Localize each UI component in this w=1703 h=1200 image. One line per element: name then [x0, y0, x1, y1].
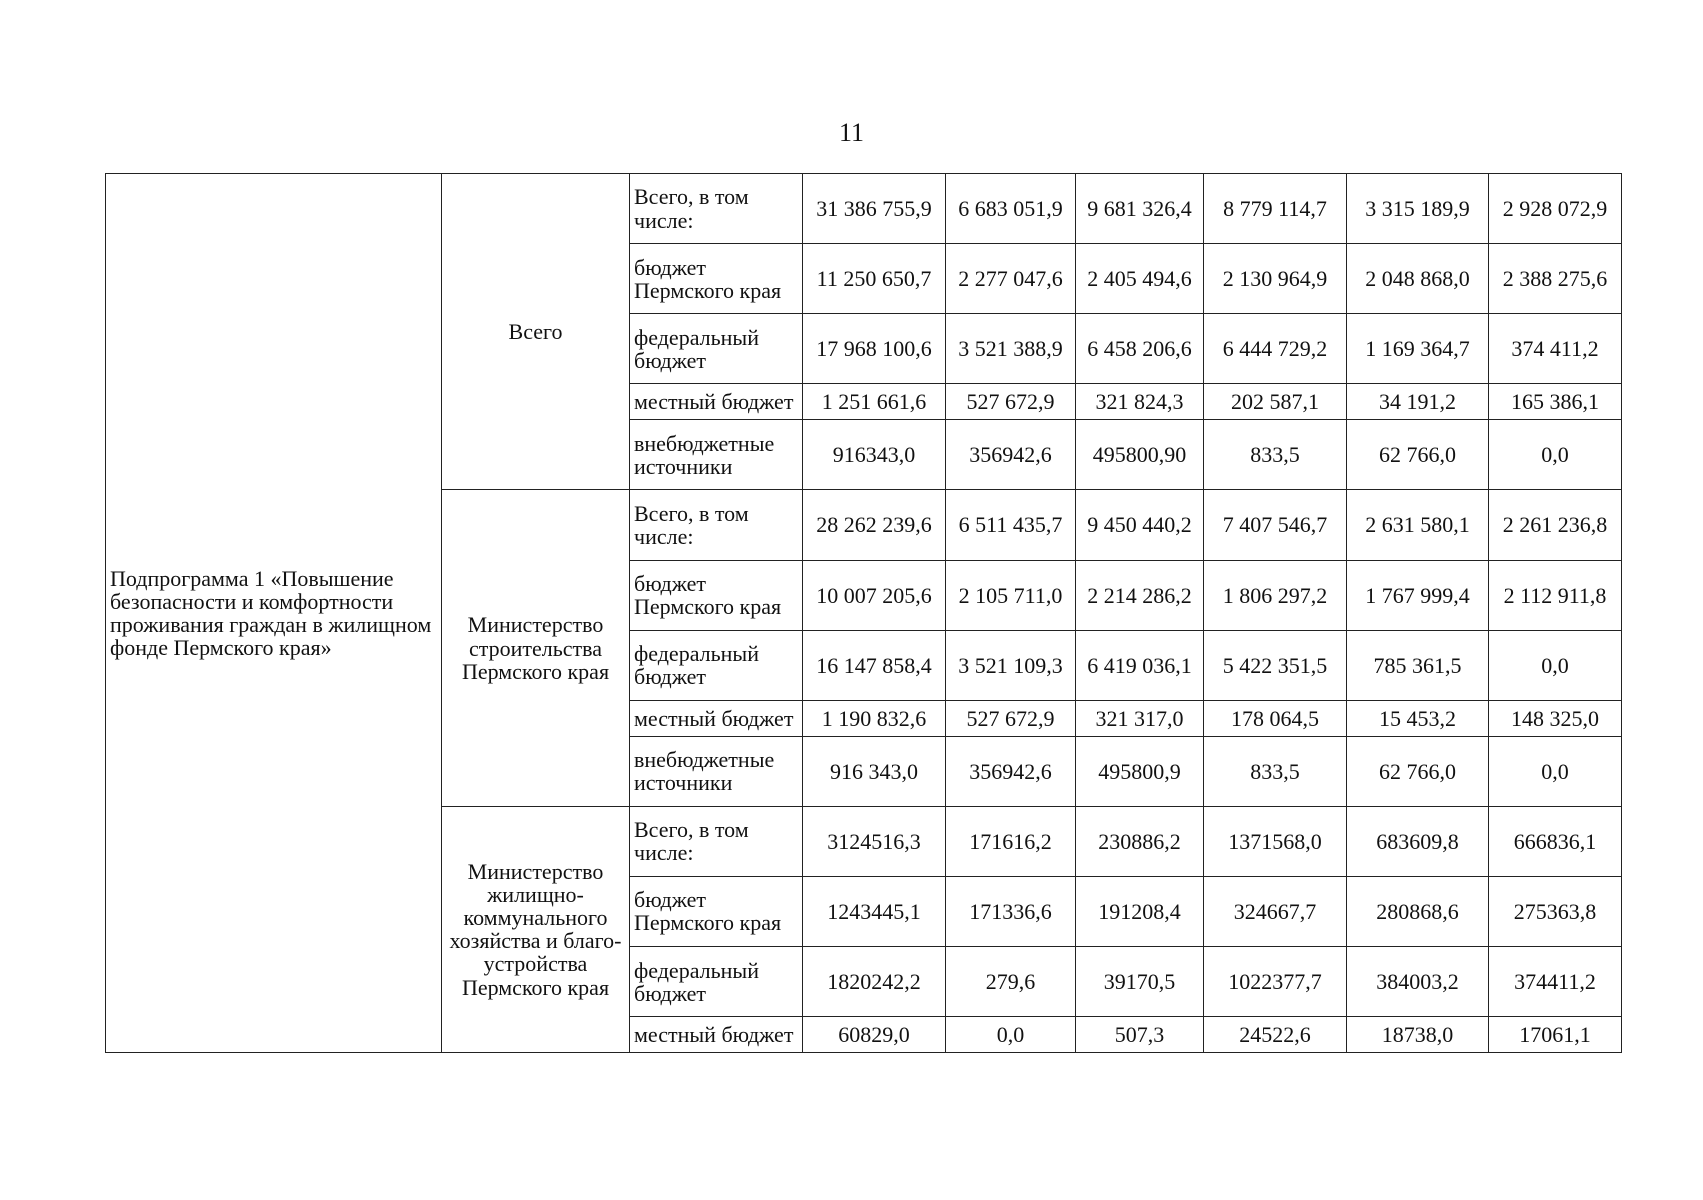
amount-cell: 6 683 051,9 — [946, 174, 1076, 244]
amount-cell: 0,0 — [1489, 420, 1622, 490]
amount-cell: 1371568,0 — [1204, 806, 1347, 876]
amount-cell: 9 450 440,2 — [1076, 490, 1204, 560]
amount-cell: 8 779 114,7 — [1204, 174, 1347, 244]
amount-cell: 1 767 999,4 — [1347, 560, 1489, 630]
amount-cell: 1022377,7 — [1204, 947, 1347, 1017]
amount-cell: 785 361,5 — [1347, 630, 1489, 700]
amount-cell: 666836,1 — [1489, 806, 1622, 876]
amount-cell: 2 631 580,1 — [1347, 490, 1489, 560]
amount-cell: 1820242,2 — [803, 947, 946, 1017]
amount-cell: 230886,2 — [1076, 806, 1204, 876]
funding-source-cell: местный бюджет — [630, 700, 803, 736]
amount-cell: 34 191,2 — [1347, 384, 1489, 420]
executor-cell: Министерство жилищно-коммунального хозяйства и благо-устройства Пермского края — [442, 806, 630, 1052]
page-number: 11 — [838, 118, 865, 147]
amount-cell: 356942,6 — [946, 420, 1076, 490]
budget-table — [105, 173, 1622, 1053]
amount-cell: 15 453,2 — [1347, 700, 1489, 736]
amount-cell: 3 521 388,9 — [946, 314, 1076, 384]
funding-source-cell: Всего, в том числе: — [630, 806, 803, 876]
amount-cell: 2 112 911,8 — [1489, 560, 1622, 630]
funding-source-cell: федеральный бюджет — [630, 947, 803, 1017]
amount-cell: 191208,4 — [1076, 876, 1204, 946]
amount-cell: 507,3 — [1076, 1017, 1204, 1053]
amount-cell: 2 405 494,6 — [1076, 244, 1204, 314]
executor-cell: Всего — [442, 174, 630, 490]
table-row — [106, 174, 1622, 244]
amount-cell: 374 411,2 — [1489, 314, 1622, 384]
amount-cell: 165 386,1 — [1489, 384, 1622, 420]
subprogram-name-cell: Подпрограмма 1 «Повышение безопасности и комфортности проживания граждан в жилищном фонде Пермского края» — [106, 174, 442, 1053]
amount-cell: 148 325,0 — [1489, 700, 1622, 736]
amount-cell: 39170,5 — [1076, 947, 1204, 1017]
funding-source-cell: внебюджетные источники — [630, 420, 803, 490]
amount-cell: 17061,1 — [1489, 1017, 1622, 1053]
amount-cell: 2 105 711,0 — [946, 560, 1076, 630]
amount-cell: 1 169 364,7 — [1347, 314, 1489, 384]
amount-cell: 24522,6 — [1204, 1017, 1347, 1053]
amount-cell: 62 766,0 — [1347, 736, 1489, 806]
amount-cell: 3 315 189,9 — [1347, 174, 1489, 244]
amount-cell: 6 458 206,6 — [1076, 314, 1204, 384]
amount-cell: 2 130 964,9 — [1204, 244, 1347, 314]
amount-cell: 2 261 236,8 — [1489, 490, 1622, 560]
amount-cell: 356942,6 — [946, 736, 1076, 806]
amount-cell: 527 672,9 — [946, 384, 1076, 420]
amount-cell: 275363,8 — [1489, 876, 1622, 946]
amount-cell: 280868,6 — [1347, 876, 1489, 946]
amount-cell: 202 587,1 — [1204, 384, 1347, 420]
funding-source-cell: бюджет Пермского края — [630, 244, 803, 314]
amount-cell: 321 317,0 — [1076, 700, 1204, 736]
amount-cell: 6 444 729,2 — [1204, 314, 1347, 384]
amount-cell: 0,0 — [946, 1017, 1076, 1053]
amount-cell: 7 407 546,7 — [1204, 490, 1347, 560]
funding-source-cell: Всего, в том числе: — [630, 174, 803, 244]
funding-source-cell: федеральный бюджет — [630, 630, 803, 700]
amount-cell: 527 672,9 — [946, 700, 1076, 736]
amount-cell: 6 511 435,7 — [946, 490, 1076, 560]
amount-cell: 833,5 — [1204, 736, 1347, 806]
amount-cell: 171616,2 — [946, 806, 1076, 876]
amount-cell: 683609,8 — [1347, 806, 1489, 876]
amount-cell: 321 824,3 — [1076, 384, 1204, 420]
amount-cell: 495800,9 — [1076, 736, 1204, 806]
amount-cell: 5 422 351,5 — [1204, 630, 1347, 700]
amount-cell: 374411,2 — [1489, 947, 1622, 1017]
executor-cell: Министерство строительства Пермского края — [442, 490, 630, 806]
amount-cell: 3124516,3 — [803, 806, 946, 876]
amount-cell: 279,6 — [946, 947, 1076, 1017]
amount-cell: 916343,0 — [803, 420, 946, 490]
amount-cell: 916 343,0 — [803, 736, 946, 806]
amount-cell: 11 250 650,7 — [803, 244, 946, 314]
amount-cell: 171336,6 — [946, 876, 1076, 946]
funding-source-cell: бюджет Пермского края — [630, 560, 803, 630]
amount-cell: 6 419 036,1 — [1076, 630, 1204, 700]
amount-cell: 10 007 205,6 — [803, 560, 946, 630]
funding-source-cell: внебюджетные источники — [630, 736, 803, 806]
amount-cell: 1 251 661,6 — [803, 384, 946, 420]
amount-cell: 62 766,0 — [1347, 420, 1489, 490]
funding-source-cell: местный бюджет — [630, 1017, 803, 1053]
amount-cell: 18738,0 — [1347, 1017, 1489, 1053]
amount-cell: 60829,0 — [803, 1017, 946, 1053]
amount-cell: 31 386 755,9 — [803, 174, 946, 244]
funding-source-cell: местный бюджет — [630, 384, 803, 420]
amount-cell: 1 806 297,2 — [1204, 560, 1347, 630]
table-body — [106, 174, 1622, 1053]
amount-cell: 2 388 275,6 — [1489, 244, 1622, 314]
amount-cell: 2 928 072,9 — [1489, 174, 1622, 244]
amount-cell: 495800,90 — [1076, 420, 1204, 490]
amount-cell: 2 048 868,0 — [1347, 244, 1489, 314]
amount-cell: 178 064,5 — [1204, 700, 1347, 736]
amount-cell: 28 262 239,6 — [803, 490, 946, 560]
amount-cell: 9 681 326,4 — [1076, 174, 1204, 244]
amount-cell: 17 968 100,6 — [803, 314, 946, 384]
funding-source-cell: федеральный бюджет — [630, 314, 803, 384]
amount-cell: 384003,2 — [1347, 947, 1489, 1017]
amount-cell: 0,0 — [1489, 630, 1622, 700]
amount-cell: 0,0 — [1489, 736, 1622, 806]
amount-cell: 2 277 047,6 — [946, 244, 1076, 314]
funding-source-cell: бюджет Пермского края — [630, 876, 803, 946]
funding-source-cell: Всего, в том числе: — [630, 490, 803, 560]
amount-cell: 2 214 286,2 — [1076, 560, 1204, 630]
amount-cell: 3 521 109,3 — [946, 630, 1076, 700]
amount-cell: 1243445,1 — [803, 876, 946, 946]
amount-cell: 324667,7 — [1204, 876, 1347, 946]
amount-cell: 16 147 858,4 — [803, 630, 946, 700]
amount-cell: 833,5 — [1204, 420, 1347, 490]
amount-cell: 1 190 832,6 — [803, 700, 946, 736]
